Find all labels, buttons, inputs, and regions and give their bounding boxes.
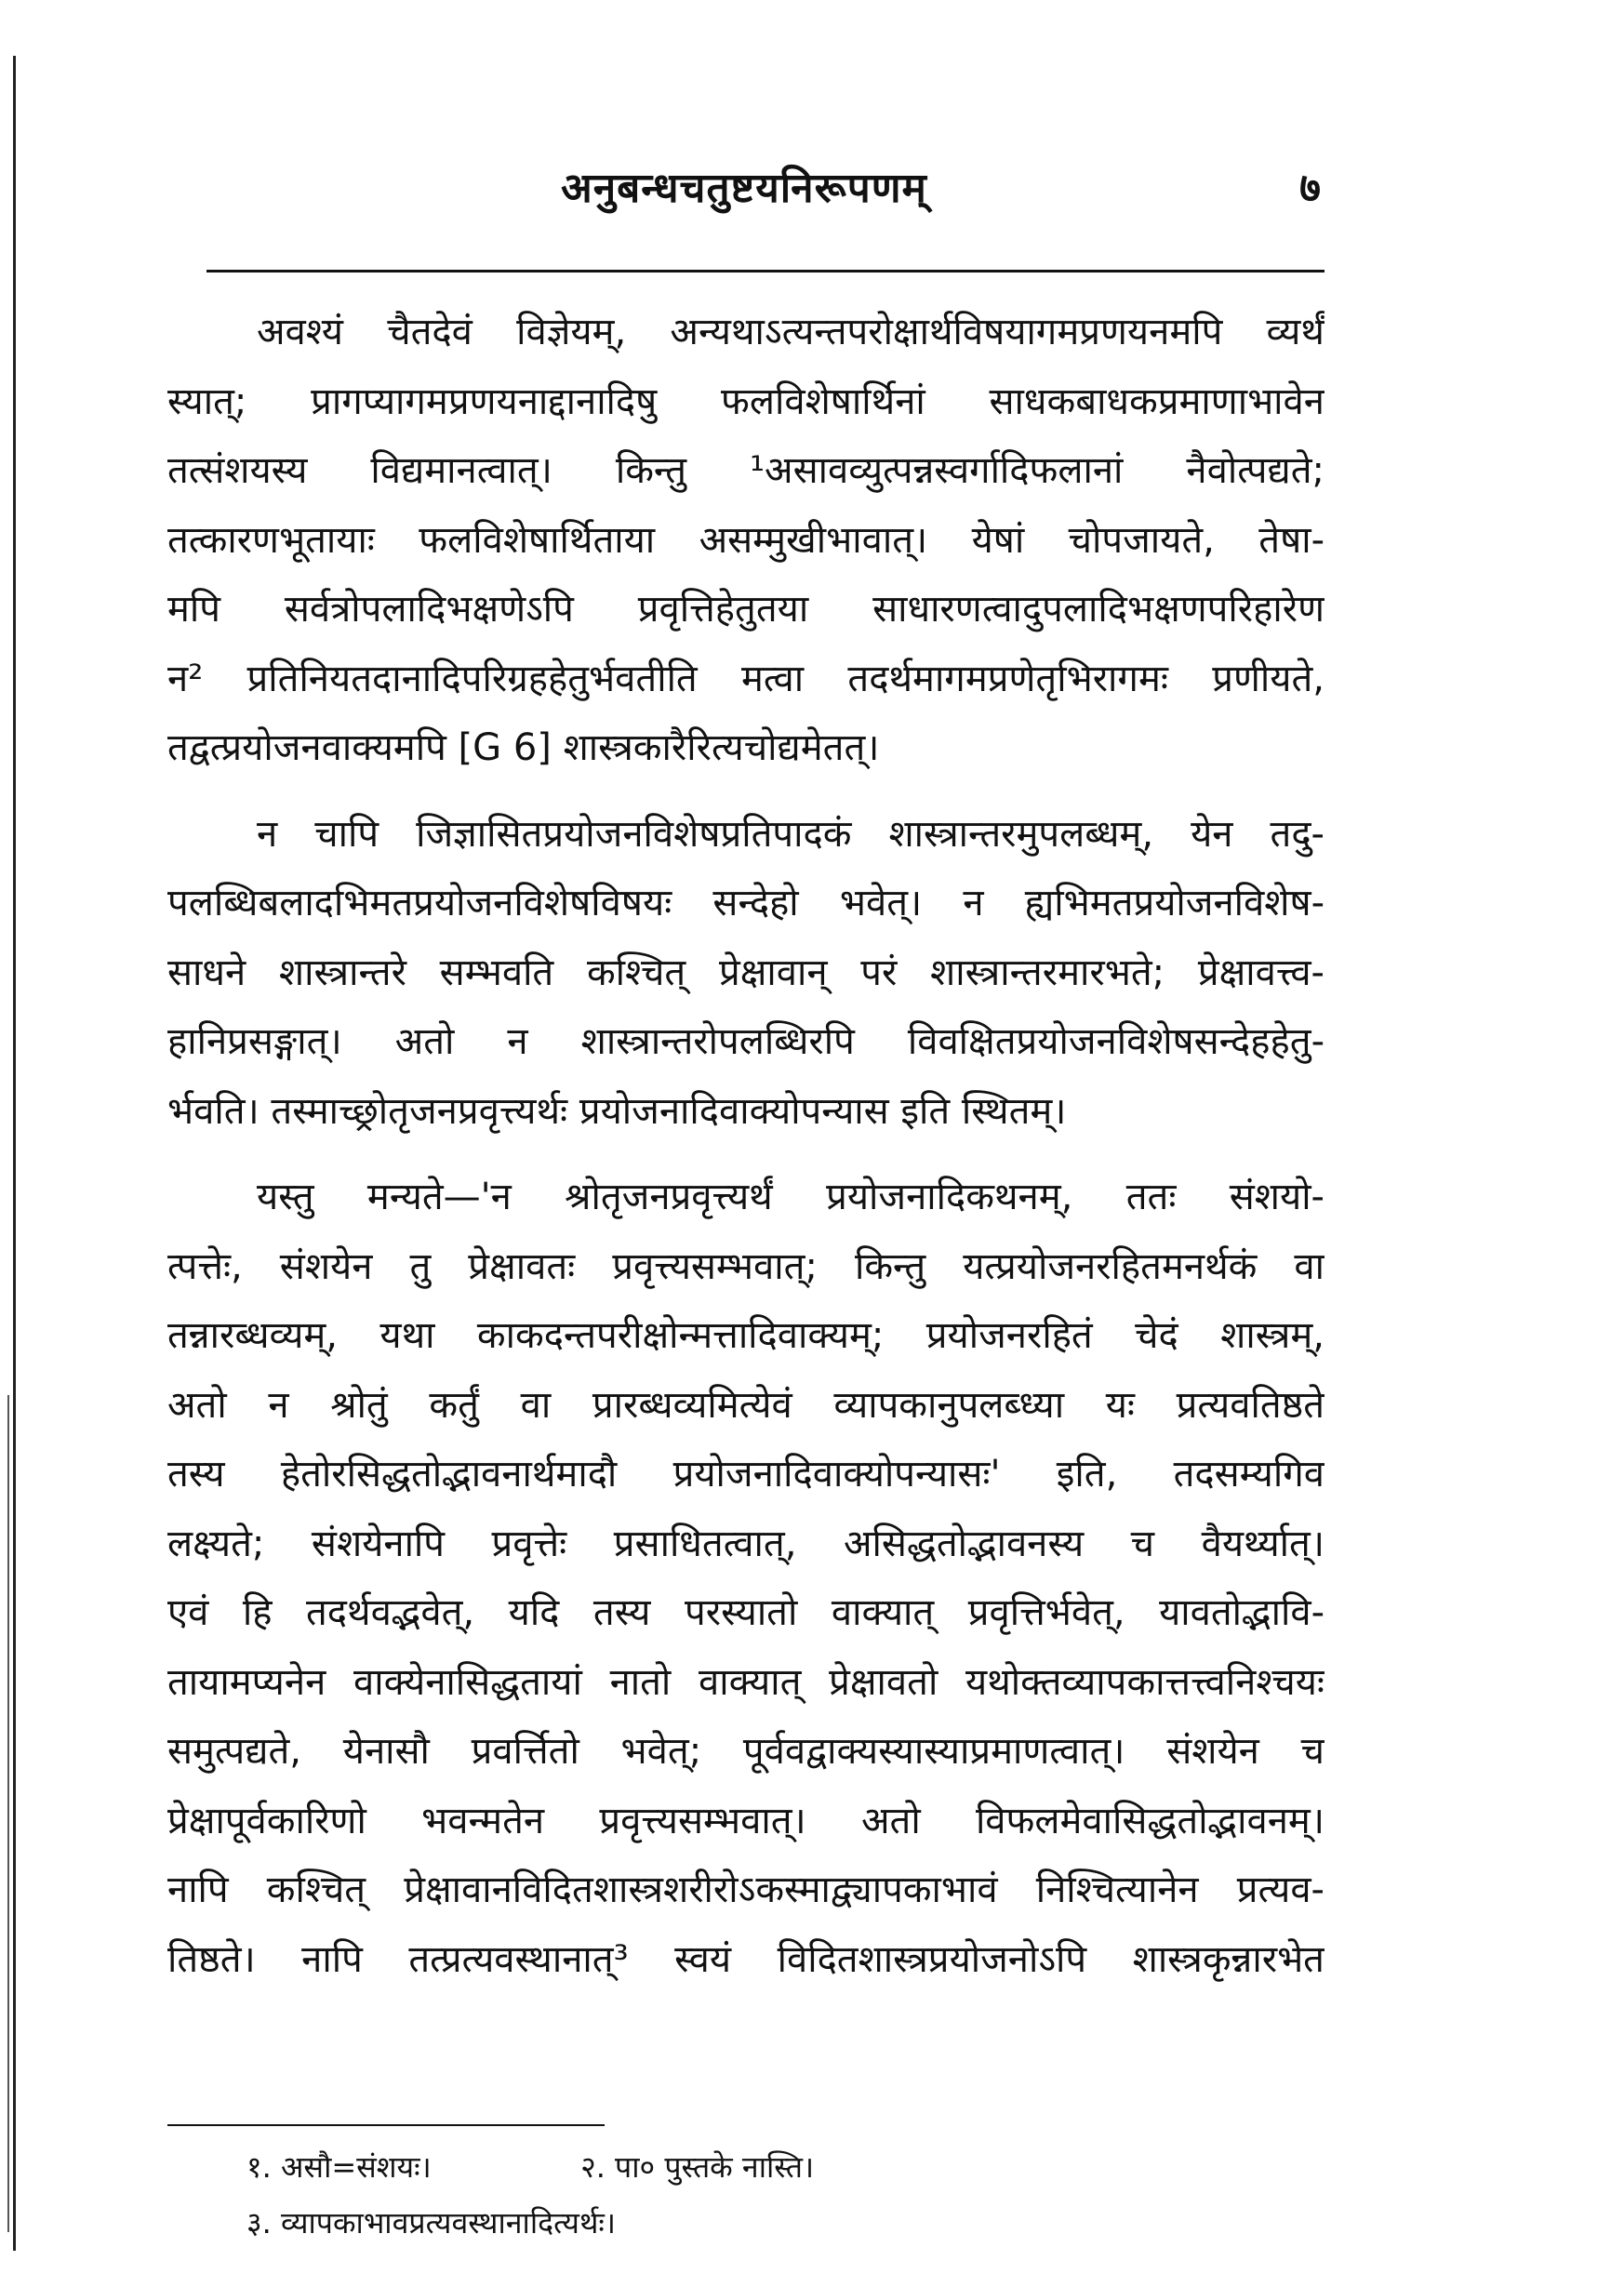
paragraph-3 bbox=[167, 1163, 1324, 1994]
text-line: हानिप्रसङ्गात्। अतो न शास्त्रान्तरोपलब्धिरपि विवक्षितप्रयोजनविशेषसन्देहहेतु- bbox=[167, 1020, 1324, 1063]
page-binding-edge bbox=[13, 56, 16, 2251]
text-line: पलब्धिबलादभिमतप्रयोजनविशेषविषयः सन्देहो भवेत्। न ह्यभिमतप्रयोजनविशेष- bbox=[167, 882, 1324, 924]
paragraph-2 bbox=[167, 800, 1324, 1147]
page-binding-edge-inner bbox=[7, 1395, 9, 2232]
text-line: समुत्पद्यते, येनासौ प्रवर्त्तितो भवेत्; पूर्ववद्वाक्यस्यास्याप्रमाणत्वात्। संशयेन च bbox=[167, 1730, 1324, 1773]
running-header bbox=[167, 149, 1321, 223]
text-line: न चापि जिज्ञासितप्रयोजनविशेषप्रतिपादकं शास्त्रान्तरमुपलब्धम्, येन तदु- bbox=[257, 812, 1324, 856]
footnote-rule bbox=[167, 2124, 605, 2126]
text-line: प्रेक्षापूर्वकारिणो भवन्मतेन प्रवृत्त्यसम्भवात्। अतो विफलमेवासिद्धतोद्भावनम्। bbox=[167, 1799, 1324, 1842]
footnote-3: ३. व्यापकाभावप्रत्यवस्थानादित्यर्थः। bbox=[246, 2205, 616, 2240]
text-line: नापि कश्चित् प्रेक्षावानविदितशास्त्रशरीरोऽकस्माद्व्यापकाभावं निश्चित्यानेन प्रत्यव- bbox=[167, 1868, 1324, 1911]
text-line: लक्ष्यते; संशयेनापि प्रवृत्तेः प्रसाधितत्वात्, असिद्धतोद्भावनस्य च वैयर्थ्यात्। bbox=[167, 1522, 1324, 1565]
text-line: यस्तु मन्यते—'न श्रोतृजनप्रवृत्त्यर्थं प्रयोजनादिकथनम्, ततः संशयो- bbox=[257, 1176, 1324, 1218]
text-line: साधने शास्त्रान्तरे सम्भवति कश्चित् प्रेक्षावान् परं शास्त्रान्तरमारभते; प्रेक्षावत्त्व- bbox=[167, 951, 1324, 994]
text-line: त्पत्तेः, संशयेन तु प्रेक्षावतः प्रवृत्त्यसम्भवात्; किन्तु यत्प्रयोजनरहितमनर्थकं वा bbox=[167, 1244, 1324, 1288]
footnotes bbox=[246, 2139, 1270, 2251]
text-line: तायामप्यनेन वाक्येनासिद्धतायां नातो वाक्यात् प्रेक्षावतो यथोक्तव्यापकात्तत्त्वनिश्चयः bbox=[167, 1660, 1324, 1704]
page-number: ७ bbox=[1299, 165, 1321, 212]
text-line: न² प्रतिनियतदानादिपरिग्रहहेतुर्भवतीति मत्वा तदर्थमागमप्रणेतृभिरागमः प्रणीयते, bbox=[167, 657, 1324, 700]
text-line: तिष्ठते। नापि तत्प्रत्यवस्थानात्³ स्वयं विदितशास्त्रप्रयोजनोऽपि शास्त्रकृन्नारभेत bbox=[167, 1937, 1324, 1981]
text-line: तस्य हेतोरसिद्धतोद्भावनार्थमादौ प्रयोजनादिवाक्योपन्यासः' इति, तदसम्यगिव bbox=[167, 1453, 1324, 1496]
text-line: अवश्यं चैतदेवं विज्ञेयम्, अन्यथाऽत्यन्तपरोक्षार्थविषयागमप्रणयनमपि व्यर्थं bbox=[257, 311, 1324, 353]
main-text bbox=[167, 298, 1324, 2011]
text-line: तद्वत्प्रयोजनवाक्यमपि [G 6] शास्त्रकारैरित्यचोद्यमेतत्। bbox=[167, 726, 880, 769]
header-rule bbox=[206, 270, 1324, 273]
text-line: स्यात्; प्रागप्यागमप्रणयनाद्दानादिषु फलविशेषार्थिनां साधकबाधकप्रमाणाभावेन bbox=[167, 379, 1324, 423]
footnote-row bbox=[246, 2139, 1270, 2195]
text-line: मपि सर्वत्रोपलादिभक्षणेऽपि प्रवृत्तिहेतुतया साधारणत्वादुपलादिभक्षणपरिहारेण bbox=[167, 588, 1324, 631]
text-line: एवं हि तदर्थवद्भवेत्, यदि तस्य परस्यातो वाक्यात् प्रवृत्तिर्भवेत्, यावतोद्भावि- bbox=[167, 1591, 1324, 1634]
footnote-1: १. असौ=संशयः। bbox=[246, 2149, 432, 2185]
paragraph-1 bbox=[167, 298, 1324, 783]
footnote-2: २. पा० पुस्तके नास्ति। bbox=[580, 2149, 815, 2185]
text-line: अतो न श्रोतुं कर्तुं वा प्रारब्धव्यमित्येवं व्यापकानुपलब्ध्या यः प्रत्यवतिष्ठते bbox=[167, 1383, 1324, 1427]
text-line: र्भवति। तस्माच्छ्रोतृजनप्रवृत्त्यर्थः प्रयोजनादिवाक्योपन्यास इति स्थितम्। bbox=[167, 1089, 1067, 1133]
running-header-title: अनुबन्धचतुष्टयनिरूपणम् bbox=[561, 165, 927, 212]
text-line: तत्कारणभूतायाः फलविशेषार्थिताया असम्मुखीभावात्। येषां चोपजायते, तेषा- bbox=[167, 518, 1324, 562]
text-line: तन्नारब्धव्यम्, यथा काकदन्तपरीक्षोन्मत्तादिवाक्यम्; प्रयोजनरहितं चेदं शास्त्रम्, bbox=[167, 1314, 1324, 1357]
footnote-row bbox=[246, 2195, 1270, 2251]
text-line: तत्संशयस्य विद्यमानत्वात्। किन्तु ¹असावव्युत्पन्नस्वर्गादिफलानां नैवोत्पद्यते; bbox=[167, 449, 1324, 492]
